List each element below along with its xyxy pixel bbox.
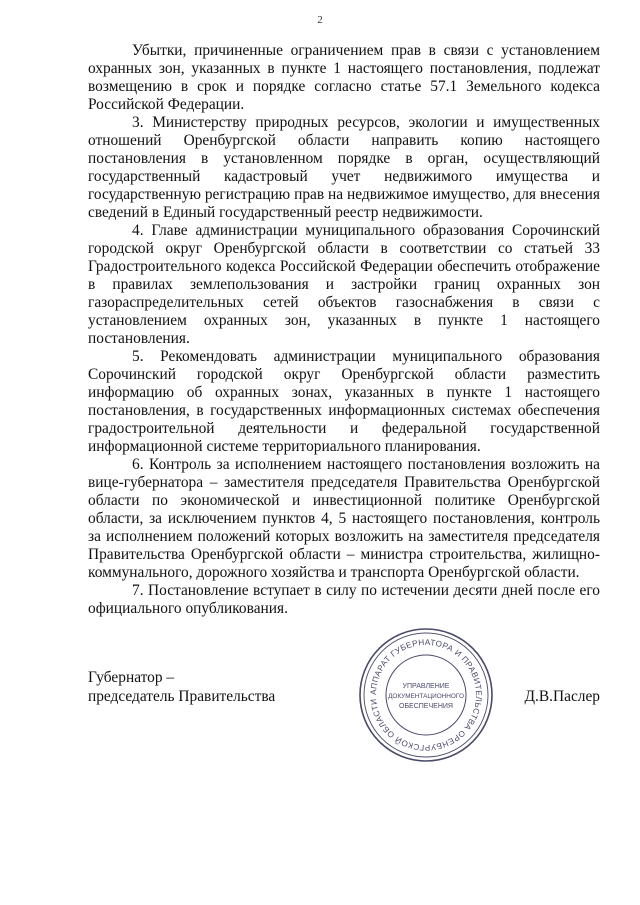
- signatory-name: Д.В.Паслер: [524, 688, 600, 705]
- paragraph-item-3: 3. Министерству природных ресурсов, экологии и имущественных отношений Оренбургской области направить копию настоящего постановления в установленном порядке в орган, осуществляющий государственный кадастровый учет недвижимого имущества и государственную регистрацию прав на недвижимое имущество, для внесения сведений в Единый государственный реестр недвижимости.: [88, 114, 600, 221]
- stamp-inner-line3: ОБЕСПЕЧЕНИЯ: [399, 703, 453, 710]
- signatory-title: [88, 668, 275, 706]
- document-body: [88, 42, 600, 618]
- paragraph-item-4: 4. Главе администрации муниципального образования Сорочинский городской округ Оренбургской области в соответствии со статьей 33 Градостроительного кодекса Российской Федерации обеспечить отображение в правилах землепользования и застройки границ охранных зон газораспределительных сетей объектов газоснабжения в связи с установлением охранных зон, указанных в пункте 1 настоящего постановления.: [88, 222, 600, 347]
- stamp-seal-icon: [356, 625, 496, 765]
- signatory-title-line1: Губернатор –: [88, 669, 175, 686]
- stamp-inner-line1: УПРАВЛЕНИЕ: [402, 683, 450, 690]
- signatory-title-line2: председатель Правительства: [88, 688, 276, 705]
- stamp-inner-line2: ДОКУМЕНТАЦИОННОГО: [388, 693, 464, 700]
- paragraph-item-5: 5. Рекомендовать администрации муниципального образования Сорочинский городской округ Оренбургской области разместить информацию об охранных зонах, указанных в пункте 1 настоящего постановления, в государственных информационных системах обеспечения градостроительной деятельности и федеральной государственной информационной системе территориального планирования.: [88, 348, 600, 455]
- official-stamp: [356, 625, 496, 765]
- paragraph-losses: Убытки, причиненные ограничением прав в связи с установлением охранных зон, указанных в пункте 1 настоящего постановления, подлежат возмещению в срок и порядке согласно статье 57.1 Земельного кодекса Российской Федерации.: [88, 42, 600, 113]
- stamp-outer-text: АППАРАТ ГУБЕРНАТОРА И ПРАВИТЕЛЬСТВА ОРЕНБУРГСКОЙ ОБЛАСТИ: [368, 637, 484, 753]
- paragraph-item-7: 7. Постановление вступает в силу по истечении десяти дней после его официального опубликования.: [88, 582, 600, 617]
- page-number: 2: [317, 14, 323, 26]
- paragraph-item-6: 6. Контроль за исполнением настоящего постановления возложить на вице-губернатора – заместителя председателя Правительства Оренбургской области по экономической и инвестиционной политике Оренбургской области, за исключением пунктов 4, 5 настоящего постановления, контроль за исполнением положений которых возложить на заместителя председателя Правительства Оренбургской области – министра строительства, жилищно-коммунального, дорожного хозяйства и транспорта Оренбургской области.: [88, 456, 600, 581]
